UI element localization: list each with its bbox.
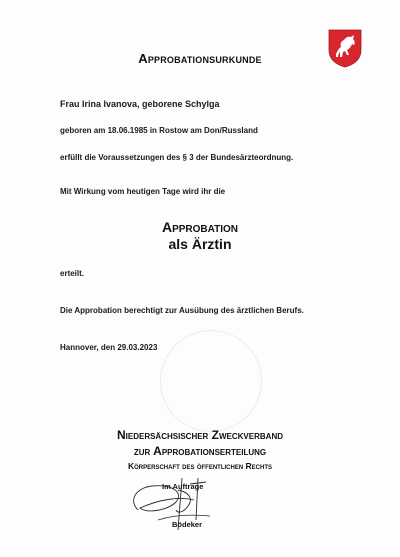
- embossed-seal: [160, 330, 262, 432]
- document-title: Approbationsurkunde: [138, 51, 262, 66]
- handwritten-signature: [118, 470, 228, 540]
- issuer-name-line1: Niedersächsischer Zweckverband: [116, 428, 283, 442]
- issuer-legal-form: Körperschaft des öffentlichen Rechts: [127, 461, 273, 471]
- place-date: Hannover, den 29.03.2023: [60, 343, 158, 352]
- approbation-heading: Approbation: [161, 219, 239, 235]
- effect-statement: Mit Wirkung vom heutigen Tage wird ihr die: [60, 187, 226, 196]
- legal-condition: erfüllt die Voraussetzungen des § 3 der Bundesärzteordnung.: [60, 153, 294, 162]
- entitlement-text: Die Approbation berechtigt zur Ausübung des ärztlichen Berufs.: [60, 306, 304, 315]
- on-behalf-label: Im Auftrage: [162, 482, 204, 491]
- profession-heading: als Ärztin: [168, 236, 232, 252]
- birth-details: geboren am 18.06.1985 in Rostow am Don/Russland: [60, 126, 258, 135]
- signer-name: Bödeker: [172, 520, 203, 529]
- recipient-name: Frau Irina Ivanova, geborene Schylga: [60, 99, 220, 109]
- issuer-name-line2: zur Approbationserteilung: [133, 444, 267, 458]
- granted-text: erteilt.: [60, 269, 85, 278]
